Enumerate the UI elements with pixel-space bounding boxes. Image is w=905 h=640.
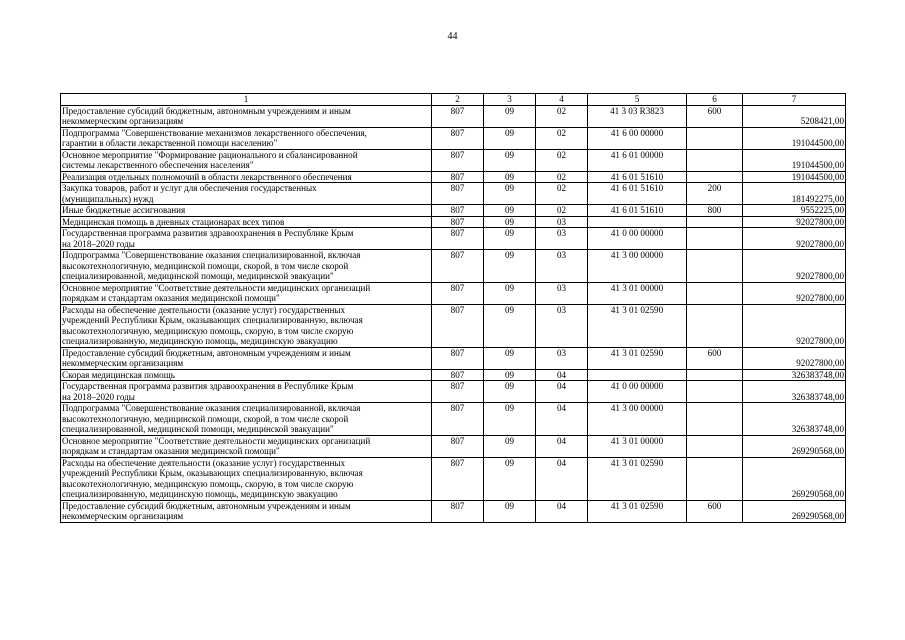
header-cell: 3 [484, 94, 536, 106]
row-subsection-cell: 02 [536, 149, 588, 171]
table-row [61, 435, 846, 457]
row-name-text: Закупка товаров, работ и услуг для обеспечения государственных (муниципальных) нужд [62, 183, 317, 204]
table-row [61, 105, 846, 127]
row-admin-code-cell: 807 [432, 250, 484, 283]
header-cell: 1 [61, 94, 432, 106]
row-section-cell: 09 [484, 149, 536, 171]
row-target-article-cell: 41 0 00 00000 [588, 381, 687, 403]
table-row [61, 381, 846, 403]
row-name-text: Предоставление субсидий бюджетным, автономным учреждениям и иным некоммерческим организациям [62, 105, 351, 126]
row-target-article-cell [588, 216, 687, 228]
row-expense-type-cell [687, 250, 743, 283]
row-section-cell: 09 [484, 457, 536, 500]
row-expense-type-cell [687, 228, 743, 250]
row-name-cell [61, 369, 432, 381]
row-section-cell: 09 [484, 228, 536, 250]
page-number: 44 [447, 31, 458, 42]
row-name-text: Основное мероприятие "Соответствие деятельности медицинских организаций порядкам и стандартам оказания медицинской помощи" [62, 282, 371, 303]
row-subsection-cell: 03 [536, 304, 588, 347]
row-admin-code-cell: 807 [432, 228, 484, 250]
row-section-cell: 09 [484, 183, 536, 205]
row-name-text: Предоставление субсидий бюджетным, автономным учреждениям и иным некоммерческим организациям [62, 347, 351, 368]
row-target-article-cell: 41 6 00 00000 [588, 127, 687, 149]
row-admin-code-cell: 807 [432, 500, 484, 522]
row-name-cell [61, 347, 432, 369]
row-amount-cell: 269290568,00 [743, 457, 846, 500]
row-section-cell: 09 [484, 250, 536, 283]
row-name-text: Основное мероприятие "Формирование рационального и сбалансированной системы лекарственного обеспечения населения" [62, 149, 358, 170]
table-row [61, 149, 846, 171]
row-target-article-cell [588, 369, 687, 381]
table-row [61, 216, 846, 228]
row-admin-code-cell: 807 [432, 457, 484, 500]
row-subsection-cell: 04 [536, 457, 588, 500]
row-section-cell: 09 [484, 435, 536, 457]
row-name-text: Подпрограмма "Совершенствование оказания специализированной, включая высокотехнологичную, медицинской помощи, скорой, в том числе скорой специализированной, медицинской помощи, медицинской эвакуации" [62, 250, 361, 281]
row-expense-type-cell: 800 [687, 205, 743, 217]
row-target-article-cell: 41 3 00 00000 [588, 250, 687, 283]
row-subsection-cell: 03 [536, 250, 588, 283]
row-amount-cell: 92027800,00 [743, 216, 846, 228]
table-row [61, 369, 846, 381]
row-name-cell [61, 403, 432, 436]
row-section-cell: 09 [484, 282, 536, 304]
row-name-cell [61, 183, 432, 205]
row-expense-type-cell [687, 171, 743, 183]
row-expense-type-cell: 600 [687, 105, 743, 127]
row-name-cell [61, 435, 432, 457]
row-expense-type-cell [687, 282, 743, 304]
row-subsection-cell: 02 [536, 171, 588, 183]
row-amount-cell: 92027800,00 [743, 304, 846, 347]
row-name-cell [61, 149, 432, 171]
row-target-article-cell: 41 6 01 51610 [588, 171, 687, 183]
row-amount-cell: 5208421,00 [743, 105, 846, 127]
row-name-text: Подпрограмма "Совершенствование оказания специализированной, включая высокотехнологичную, медицинской помощи, скорой, в том числе скорой специализированной, медицинской помощи, медицинской эвакуации" [62, 403, 361, 434]
row-amount-cell: 269290568,00 [743, 435, 846, 457]
row-subsection-cell: 03 [536, 216, 588, 228]
row-amount-cell: 326383748,00 [743, 369, 846, 381]
table-row [61, 205, 846, 217]
row-amount-cell: 92027800,00 [743, 250, 846, 283]
row-name-cell [61, 304, 432, 347]
row-subsection-cell: 04 [536, 381, 588, 403]
row-admin-code-cell: 807 [432, 105, 484, 127]
row-section-cell: 09 [484, 304, 536, 347]
row-amount-cell: 191044500,00 [743, 149, 846, 171]
row-target-article-cell: 41 3 01 00000 [588, 282, 687, 304]
row-amount-cell: 92027800,00 [743, 282, 846, 304]
row-section-cell: 09 [484, 216, 536, 228]
header-cell: 5 [588, 94, 687, 106]
row-subsection-cell: 02 [536, 183, 588, 205]
row-name-text: Государственная программа развития здравоохранения в Республике Крым на 2018–2020 годы [62, 381, 354, 402]
row-name-text: Подпрограмма "Совершенствование механизмов лекарственного обеспечения, гарантии в области лекарственной помощи населению" [62, 127, 367, 148]
header-cell: 2 [432, 94, 484, 106]
row-target-article-cell: 41 3 00 00000 [588, 403, 687, 436]
row-name-cell [61, 250, 432, 283]
row-amount-cell: 9552225,00 [743, 205, 846, 217]
row-subsection-cell: 02 [536, 205, 588, 217]
row-amount-cell: 191044500,00 [743, 171, 846, 183]
row-expense-type-cell: 600 [687, 347, 743, 369]
table-row [61, 457, 846, 500]
header-cell: 4 [536, 94, 588, 106]
row-name-cell [61, 500, 432, 522]
table-row [61, 282, 846, 304]
row-name-cell [61, 127, 432, 149]
table-row [61, 171, 846, 183]
row-target-article-cell: 41 3 01 02590 [588, 500, 687, 522]
row-admin-code-cell: 807 [432, 183, 484, 205]
row-name-cell [61, 171, 432, 183]
row-admin-code-cell: 807 [432, 369, 484, 381]
row-expense-type-cell [687, 381, 743, 403]
row-target-article-cell: 41 3 01 02590 [588, 457, 687, 500]
row-admin-code-cell: 807 [432, 304, 484, 347]
row-amount-cell: 326383748,00 [743, 403, 846, 436]
row-subsection-cell: 04 [536, 435, 588, 457]
row-target-article-cell: 41 3 01 02590 [588, 347, 687, 369]
row-target-article-cell: 41 6 01 00000 [588, 149, 687, 171]
row-expense-type-cell [687, 457, 743, 500]
row-name-cell [61, 216, 432, 228]
row-subsection-cell: 03 [536, 282, 588, 304]
row-name-cell [61, 282, 432, 304]
row-expense-type-cell [687, 216, 743, 228]
row-name-text: Основное мероприятие "Соответствие деятельности медицинских организаций порядкам и стандартам оказания медицинской помощи" [62, 435, 371, 456]
row-section-cell: 09 [484, 171, 536, 183]
row-amount-cell: 92027800,00 [743, 347, 846, 369]
row-expense-type-cell [687, 304, 743, 347]
row-name-text: Медицинская помощь в дневных стационарах всех типов [62, 216, 285, 227]
row-expense-type-cell [687, 435, 743, 457]
row-admin-code-cell: 807 [432, 171, 484, 183]
row-admin-code-cell: 807 [432, 282, 484, 304]
row-subsection-cell: 04 [536, 403, 588, 436]
row-section-cell: 09 [484, 500, 536, 522]
row-admin-code-cell: 807 [432, 216, 484, 228]
row-amount-cell: 191044500,00 [743, 127, 846, 149]
row-subsection-cell: 02 [536, 127, 588, 149]
row-name-text: Предоставление субсидий бюджетным, автономным учреждениям и иным некоммерческим организациям [62, 500, 351, 521]
table-row [61, 250, 846, 283]
budget-table [60, 93, 846, 523]
row-admin-code-cell: 807 [432, 205, 484, 217]
row-expense-type-cell: 200 [687, 183, 743, 205]
row-name-text: Расходы на обеспечение деятельности (оказание услуг) государственных учреждений Республики Крым, оказывающих специализированную, включая высокотехнологичную, медицинскую помощь, скорую, в том числе скорую специализированную, медицинскую помощь, медицинскую эвакуацию [62, 304, 363, 346]
row-name-cell [61, 105, 432, 127]
row-expense-type-cell [687, 403, 743, 436]
row-section-cell: 09 [484, 347, 536, 369]
table-row [61, 228, 846, 250]
row-target-article-cell: 41 3 03 R3823 [588, 105, 687, 127]
table-row [61, 347, 846, 369]
row-target-article-cell: 41 0 00 00000 [588, 228, 687, 250]
table-row [61, 403, 846, 436]
row-admin-code-cell: 807 [432, 381, 484, 403]
row-expense-type-cell: 600 [687, 500, 743, 522]
row-name-text: Государственная программа развития здравоохранения в Республике Крым на 2018–2020 годы [62, 228, 354, 249]
row-target-article-cell: 41 3 01 02590 [588, 304, 687, 347]
table-row [61, 304, 846, 347]
row-name-cell [61, 205, 432, 217]
row-name-text: Реализация отдельных полномочий в области лекарственного обеспечения [62, 171, 352, 182]
row-name-text: Расходы на обеспечение деятельности (оказание услуг) государственных учреждений Республики Крым, оказывающих специализированную, включая высокотехнологичную, медицинскую помощь, скорую, в том числе скорую специализированную, медицинскую помощь, медицинскую эвакуацию [62, 457, 363, 499]
row-amount-cell: 326383748,00 [743, 381, 846, 403]
row-amount-cell: 92027800,00 [743, 228, 846, 250]
row-subsection-cell: 02 [536, 105, 588, 127]
row-section-cell: 09 [484, 403, 536, 436]
row-expense-type-cell [687, 127, 743, 149]
row-section-cell: 09 [484, 127, 536, 149]
row-name-cell [61, 457, 432, 500]
row-name-cell [61, 228, 432, 250]
row-subsection-cell: 04 [536, 369, 588, 381]
row-section-cell: 09 [484, 369, 536, 381]
row-section-cell: 09 [484, 105, 536, 127]
row-name-text: Иные бюджетные ассигнования [62, 205, 186, 215]
row-name-cell [61, 381, 432, 403]
row-subsection-cell: 04 [536, 500, 588, 522]
row-amount-cell: 269290568,00 [743, 500, 846, 522]
row-expense-type-cell [687, 369, 743, 381]
table-row [61, 500, 846, 522]
row-admin-code-cell: 807 [432, 435, 484, 457]
row-admin-code-cell: 807 [432, 403, 484, 436]
row-expense-type-cell [687, 149, 743, 171]
row-amount-cell: 181492275,00 [743, 183, 846, 205]
row-target-article-cell: 41 3 01 00000 [588, 435, 687, 457]
row-subsection-cell: 03 [536, 347, 588, 369]
row-target-article-cell: 41 6 01 51610 [588, 205, 687, 217]
table-row [61, 127, 846, 149]
row-section-cell: 09 [484, 205, 536, 217]
row-name-text: Скорая медицинская помощь [62, 369, 175, 380]
row-admin-code-cell: 807 [432, 149, 484, 171]
header-cell: 6 [687, 94, 743, 106]
table-row [61, 183, 846, 205]
row-admin-code-cell: 807 [432, 127, 484, 149]
table-header-row [61, 94, 846, 106]
header-cell: 7 [743, 94, 846, 106]
row-section-cell: 09 [484, 381, 536, 403]
row-admin-code-cell: 807 [432, 347, 484, 369]
row-subsection-cell: 03 [536, 228, 588, 250]
row-target-article-cell: 41 6 01 51610 [588, 183, 687, 205]
